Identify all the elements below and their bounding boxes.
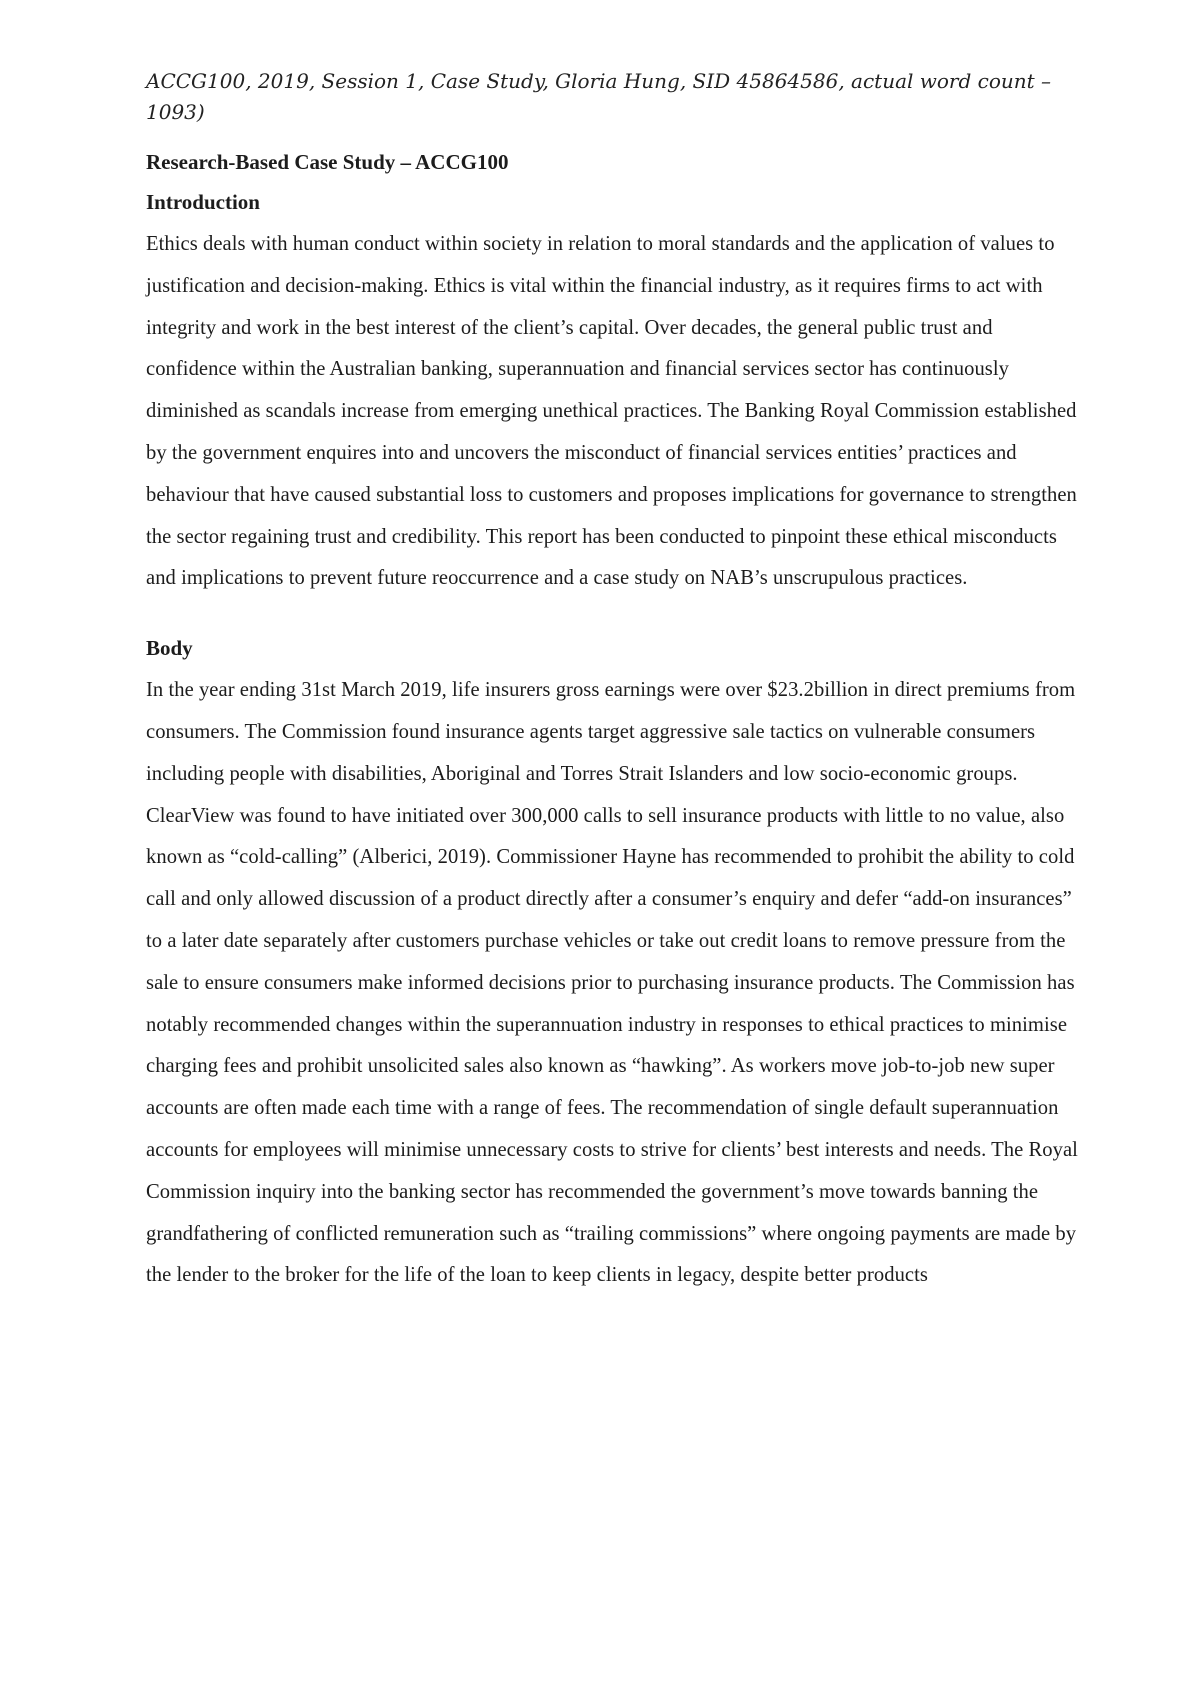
document-content [146, 66, 1086, 1297]
section-text-introduction: Ethics deals with human conduct within society in relation to moral standards and the application of values to justification and decision-making. Ethics is vital within the financial industry, as it requires firms to act with integrity and work in the best interest of the client’s capital. Over decades, the general public trust and confidence within the Australian banking, superannuation and financial services sector has continuously diminished as scandals increase from emerging unethical practices. The Banking Royal Commission established by the government enquires into and uncovers the misconduct of financial services entities’ practices and behaviour that have caused substantial loss to customers and proposes implications for governance to strengthen the sector regaining trust and credibility. This report has been conducted to pinpoint these ethical misconducts and implications to prevent future reoccurrence and a case study on NAB’s unscrupulous practices. [146, 233, 1077, 590]
section-heading-introduction: Introduction [146, 190, 260, 214]
document-header: ACCG100, 2019, Session 1, Case Study, Gloria Hung, SID 45864586, actual word count – 1093) [146, 69, 1052, 124]
document-title: Research-Based Case Study – ACCG100 [146, 150, 509, 174]
section-heading-body: Body [146, 636, 193, 661]
section-text-body: In the year ending 31st March 2019, life insurers gross earnings were over $23.2billion in direct premiums from consumers. The Commission found insurance agents target aggressive sale tactics on vulnerable consumers including people with disabilities, Aboriginal and Torres Strait Islanders and low socio-economic groups. ClearView was found to have initiated over 300,000 calls to sell insurance products with little to no value, also known as “cold-calling” (Alberici, 2019). Commissioner Hayne has recommended to prohibit the ability to cold call and only allowed discussion of a product directly after a consumer’s enquiry and defer “add-on insurances” to a later date separately after customers purchase vehicles or take out credit loans to remove pressure from the sale to ensure consumers make informed decisions prior to purchasing insurance products. The Commission has notably recommended changes within the superannuation industry in responses to ethical practices to minimise charging fees and prohibit unsolicited sales also known as “hawking”. As workers move job-to-job new super accounts are often made each time with a range of fees. The recommendation of single default superannuation accounts for employees will minimise unnecessary costs to strive for clients’ best interests and needs. The Royal Commission inquiry into the banking sector has recommended the government’s move towards banning the grandfathering of conflicted remuneration such as “trailing commissions” where ongoing payments are made by the lender to the broker for the life of the loan to keep clients in legacy, despite better products [146, 679, 1078, 1287]
